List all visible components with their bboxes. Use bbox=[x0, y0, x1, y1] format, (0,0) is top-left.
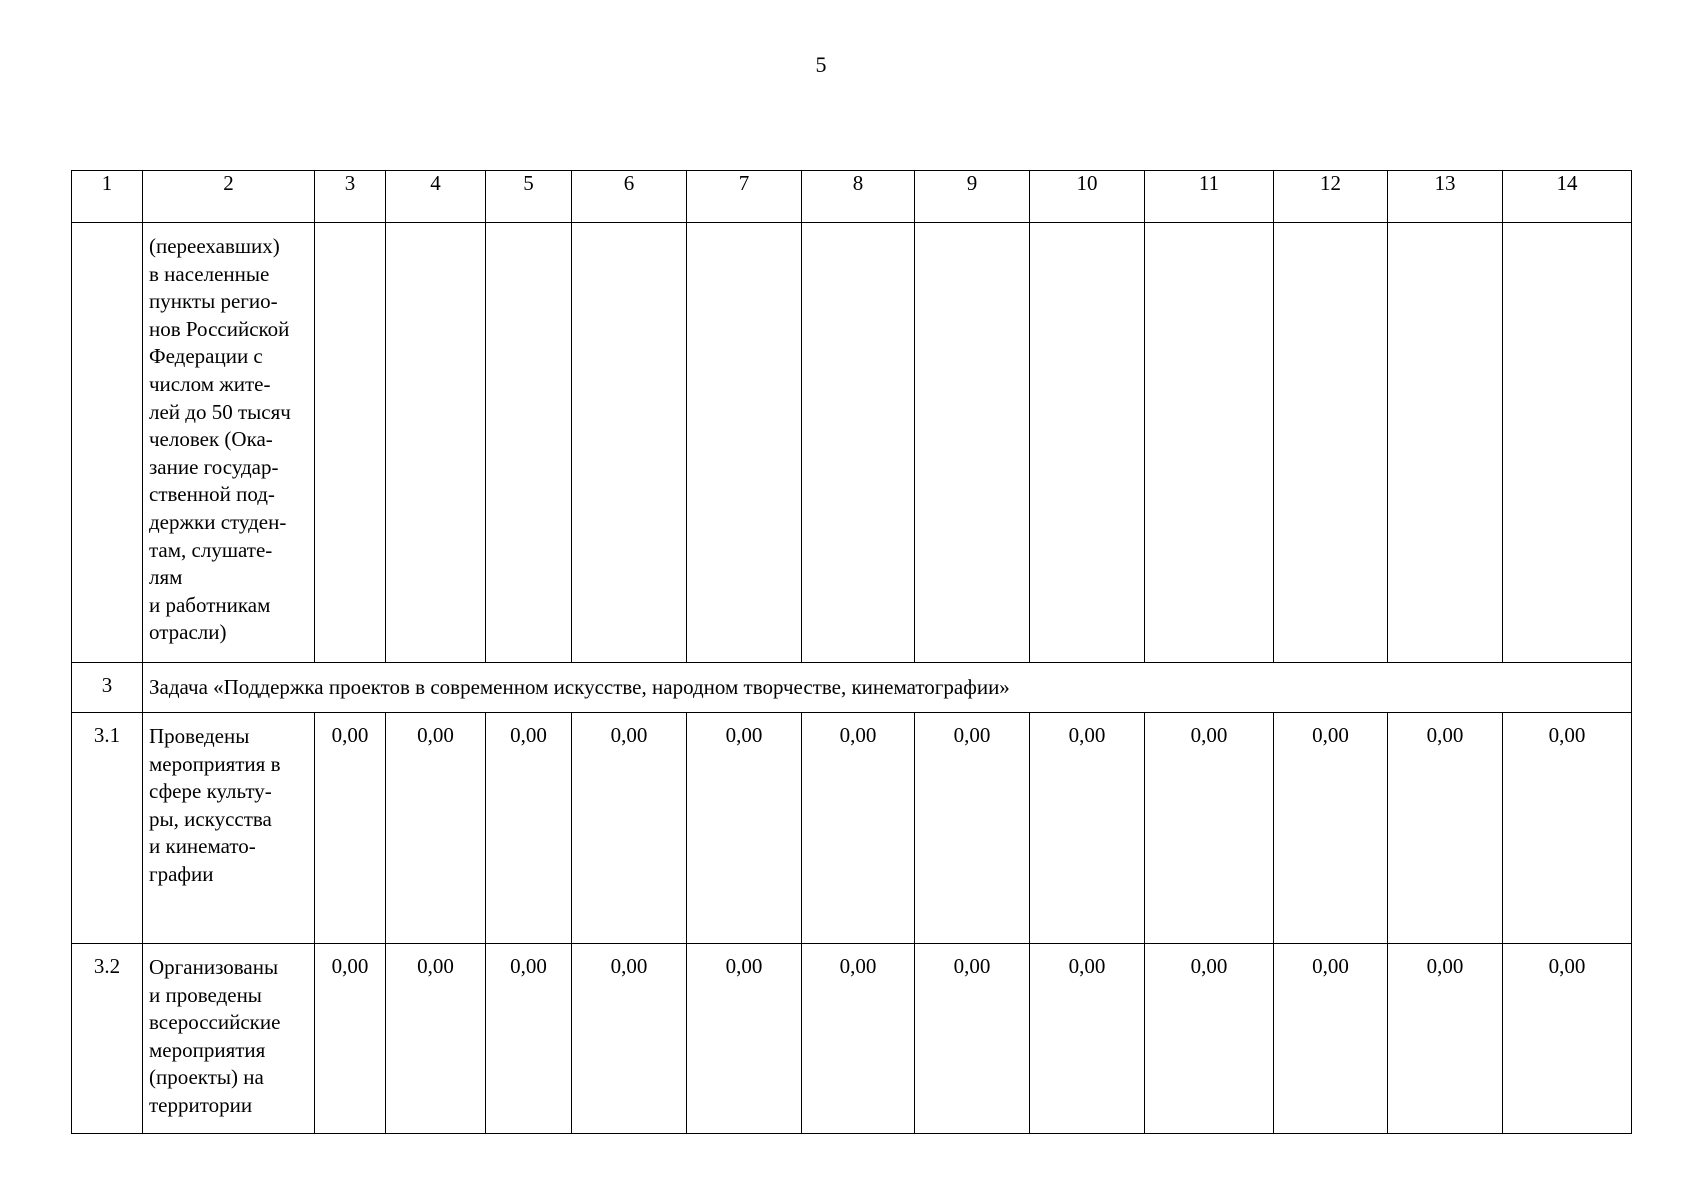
value-cell: 0,00 bbox=[1388, 944, 1503, 1134]
value-cell: 0,00 bbox=[386, 944, 486, 1134]
description-line: территории bbox=[149, 1092, 253, 1117]
value-cell: 0,00 bbox=[386, 713, 486, 944]
header-cell: 6 bbox=[572, 171, 687, 223]
value-cell bbox=[315, 223, 386, 663]
row-number bbox=[72, 223, 143, 663]
description-line: сфере культу- bbox=[149, 779, 272, 804]
header-cell: 11 bbox=[1145, 171, 1274, 223]
description-line: лям bbox=[149, 565, 183, 590]
value-cell: 0,00 bbox=[915, 944, 1030, 1134]
table-row bbox=[72, 944, 1632, 1134]
description-line: там, слушате- bbox=[149, 537, 273, 562]
value-cell: 0,00 bbox=[1274, 944, 1388, 1134]
value-cell: 0,00 bbox=[687, 713, 802, 944]
value-cell: 0,00 bbox=[572, 713, 687, 944]
value-cell: 0,00 bbox=[1145, 944, 1274, 1134]
description-line: Организованы bbox=[149, 955, 279, 979]
description-line: ственной под- bbox=[149, 482, 275, 507]
description-line: числом жите- bbox=[149, 371, 271, 396]
value-cell bbox=[386, 223, 486, 663]
value-cell: 0,00 bbox=[1503, 713, 1632, 944]
description-line: ры, искусства bbox=[149, 806, 272, 831]
value-cell: 0,00 bbox=[572, 944, 687, 1134]
description-line: (проекты) на bbox=[149, 1065, 264, 1090]
description-line: держки студен- bbox=[149, 509, 287, 534]
table-row bbox=[72, 713, 1632, 944]
description-line: графии bbox=[149, 861, 214, 886]
indicators-table bbox=[71, 170, 1632, 1134]
header-cell: 10 bbox=[1030, 171, 1145, 223]
value-cell bbox=[1274, 223, 1388, 663]
value-cell: 0,00 bbox=[486, 944, 572, 1134]
description-line: Проведены bbox=[149, 724, 250, 748]
header-cell: 13 bbox=[1388, 171, 1503, 223]
description-line: всероссийские bbox=[149, 1010, 281, 1035]
value-cell bbox=[1030, 223, 1145, 663]
row-number: 3 bbox=[72, 663, 143, 713]
value-cell bbox=[572, 223, 687, 663]
value-cell: 0,00 bbox=[915, 713, 1030, 944]
value-cell: 0,00 bbox=[1030, 944, 1145, 1134]
header-cell: 2 bbox=[143, 171, 315, 223]
description-line: мероприятия в bbox=[149, 751, 281, 776]
header-row bbox=[72, 171, 1632, 223]
description-line: Федерации с bbox=[149, 344, 263, 369]
value-cell: 0,00 bbox=[802, 944, 915, 1134]
task-title: Задача «Поддержка проектов в современном искусстве, народном творчестве, кинематографии» bbox=[143, 663, 1632, 713]
value-cell: 0,00 bbox=[687, 944, 802, 1134]
value-cell: 0,00 bbox=[486, 713, 572, 944]
value-cell: 0,00 bbox=[1030, 713, 1145, 944]
value-cell bbox=[687, 223, 802, 663]
header-cell: 12 bbox=[1274, 171, 1388, 223]
value-cell: 0,00 bbox=[802, 713, 915, 944]
description-line: и кинемато- bbox=[149, 834, 256, 859]
table-row bbox=[72, 223, 1632, 663]
value-cell: 0,00 bbox=[315, 713, 386, 944]
value-cell bbox=[1503, 223, 1632, 663]
value-cell bbox=[1145, 223, 1274, 663]
value-cell: 0,00 bbox=[1503, 944, 1632, 1134]
header-cell: 9 bbox=[915, 171, 1030, 223]
description-line: зание государ- bbox=[149, 454, 279, 479]
header-cell: 1 bbox=[72, 171, 143, 223]
page-number: 5 bbox=[815, 52, 827, 77]
description-line: и работникам bbox=[149, 592, 271, 617]
value-cell bbox=[915, 223, 1030, 663]
value-cell bbox=[1388, 223, 1503, 663]
header-cell: 4 bbox=[386, 171, 486, 223]
value-cell: 0,00 bbox=[1274, 713, 1388, 944]
header-cell: 8 bbox=[802, 171, 915, 223]
description-line: пункты регио- bbox=[149, 289, 278, 314]
description-line: человек (Ока- bbox=[149, 427, 273, 452]
description-line: отрасли) bbox=[149, 620, 227, 645]
description-line: (переехавших) bbox=[149, 234, 280, 258]
description-line: в населенные bbox=[149, 261, 270, 286]
row-number: 3.1 bbox=[72, 713, 143, 944]
row-description bbox=[143, 223, 315, 663]
description-line: мероприятия bbox=[149, 1037, 266, 1062]
description-line: лей до 50 тысяч bbox=[149, 399, 291, 424]
header-cell: 5 bbox=[486, 171, 572, 223]
header-cell: 14 bbox=[1503, 171, 1632, 223]
row-description bbox=[143, 944, 315, 1134]
header-cell: 3 bbox=[315, 171, 386, 223]
header-cell: 7 bbox=[687, 171, 802, 223]
value-cell bbox=[802, 223, 915, 663]
value-cell bbox=[486, 223, 572, 663]
row-description bbox=[143, 713, 315, 944]
value-cell: 0,00 bbox=[315, 944, 386, 1134]
value-cell: 0,00 bbox=[1145, 713, 1274, 944]
row-number: 3.2 bbox=[72, 944, 143, 1134]
task-row bbox=[72, 663, 1632, 713]
description-line: нов Российской bbox=[149, 316, 290, 341]
value-cell: 0,00 bbox=[1388, 713, 1503, 944]
description-line: и проведены bbox=[149, 982, 262, 1007]
